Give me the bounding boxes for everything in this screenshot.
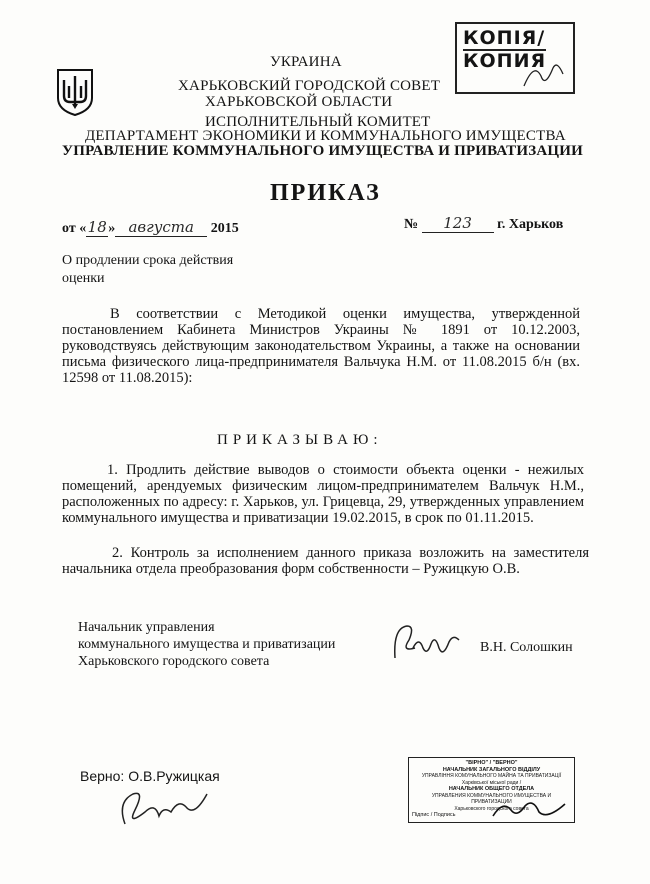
header-department: ДЕПАРТАМЕНТ ЭКОНОМИКИ И КОММУНАЛЬНОГО ИМУЩЕСТВА <box>85 128 566 144</box>
true-stamp-line: УПРАВЛЕНИЯ КОММУНАЛЬНОГО ИМУЩЕСТВА И ПРИВАТИЗАЦИИ <box>431 792 552 805</box>
copy-stamp-line2: КОПИЯ <box>463 50 547 72</box>
document-title: ПРИКАЗ <box>270 180 381 206</box>
order-item-2: 2. Контроль за исполнением данного приказа возложить на заместителя начальника отдела преобразования форм собственности – Ружицкую О.В. <box>62 545 589 577</box>
verno-label: Верно: О.В.Ружицкая <box>80 768 220 784</box>
coat-of-arms-icon <box>55 68 95 116</box>
true-copy-stamp <box>408 757 575 823</box>
true-stamp-line: НАЧАЛЬНИК ЗАГАЛЬНОГО ВІДДІЛУ <box>442 766 541 773</box>
signatory-line: Харьковского городского совета <box>78 654 270 669</box>
signatory-name: В.Н. Солошкин <box>480 640 573 655</box>
header-directorate: УПРАВЛЕНИЕ КОММУНАЛЬНОГО ИМУЩЕСТВА И ПРИВАТИЗАЦИИ <box>62 143 583 159</box>
date-line <box>62 218 239 237</box>
handwritten-signature <box>385 618 465 673</box>
date-mid: » <box>108 221 116 236</box>
order-item-1: 1. Продлить действие выводов о стоимости объекта оценки - нежилых помещений, арендуемых физическим лицом-предпринимателем Вальчук Н.М., расположенных по адресу: г. Харьков, ул. Грицевца, 29, утвержденных управлением коммунального имущества и приватизации 19.02.2015, в срок по 01.11.2015. <box>62 462 584 526</box>
header-council: ХАРЬКОВСКИЙ ГОРОДСКОЙ СОВЕТ <box>178 78 441 94</box>
subject <box>62 252 292 288</box>
date-prefix: от « <box>62 221 87 236</box>
signatory-line: Начальник управления <box>78 620 215 635</box>
true-stamp-line: Підпис / Подпись <box>412 812 456 818</box>
copy-stamp-signature-icon <box>519 58 569 94</box>
true-stamp-line: НАЧАЛЬНИК ОБЩЕГО ОТДЕЛА <box>448 786 535 792</box>
true-stamp-title: "ВІРНО" / "ВЕРНО" <box>465 760 518 766</box>
true-stamp-line: УПРАВЛІННЯ КОМУНАЛЬНОГО МАЙНА ТА ПРИВАТИЗАЦІЇ <box>421 773 562 779</box>
preamble-paragraph: В соответствии с Методикой оценки имущества, утвержденной постановлением Кабинета Министров Украины № 1891 от 10.12.2003, руководствуясь действующим законодательством Украины, а также на основании письма физического лица-предпринимателя Вальчука Н.М. от 11.08.2015 б/н (вх. 12598 от 11.08.2015): <box>62 306 580 386</box>
document-number: 123 <box>422 214 494 233</box>
header-country: УКРАИНА <box>270 54 342 70</box>
verno-signature <box>105 782 215 837</box>
header-region: ХАРЬКОВСКОЙ ОБЛАСТИ <box>205 94 393 110</box>
number-label: № <box>404 217 419 232</box>
subject-line: оценки <box>62 271 105 286</box>
date-day: 18 <box>87 218 107 236</box>
copy-stamp <box>455 22 575 94</box>
signatory-title <box>78 619 335 670</box>
date-month: августа <box>115 218 207 237</box>
signatory-line: коммунального имущества и приватизации <box>78 637 336 652</box>
true-stamp-line: Харьковского городского совета <box>454 805 529 812</box>
header-committee: ИСПОЛНИТЕЛЬНЫЙ КОМИТЕТ <box>205 114 431 130</box>
order-word: ПРИКАЗЫВАЮ: <box>217 432 383 448</box>
city: г. Харьков <box>497 217 564 232</box>
true-stamp-line: Харківської міської ради / <box>461 779 522 786</box>
number-line <box>404 214 563 233</box>
copy-stamp-line1: КОПІЯ/ <box>463 27 546 49</box>
subject-line: О продлении срока действия <box>62 253 234 268</box>
true-stamp-signature-icon <box>489 796 569 822</box>
date-year: 2015 <box>210 221 239 236</box>
